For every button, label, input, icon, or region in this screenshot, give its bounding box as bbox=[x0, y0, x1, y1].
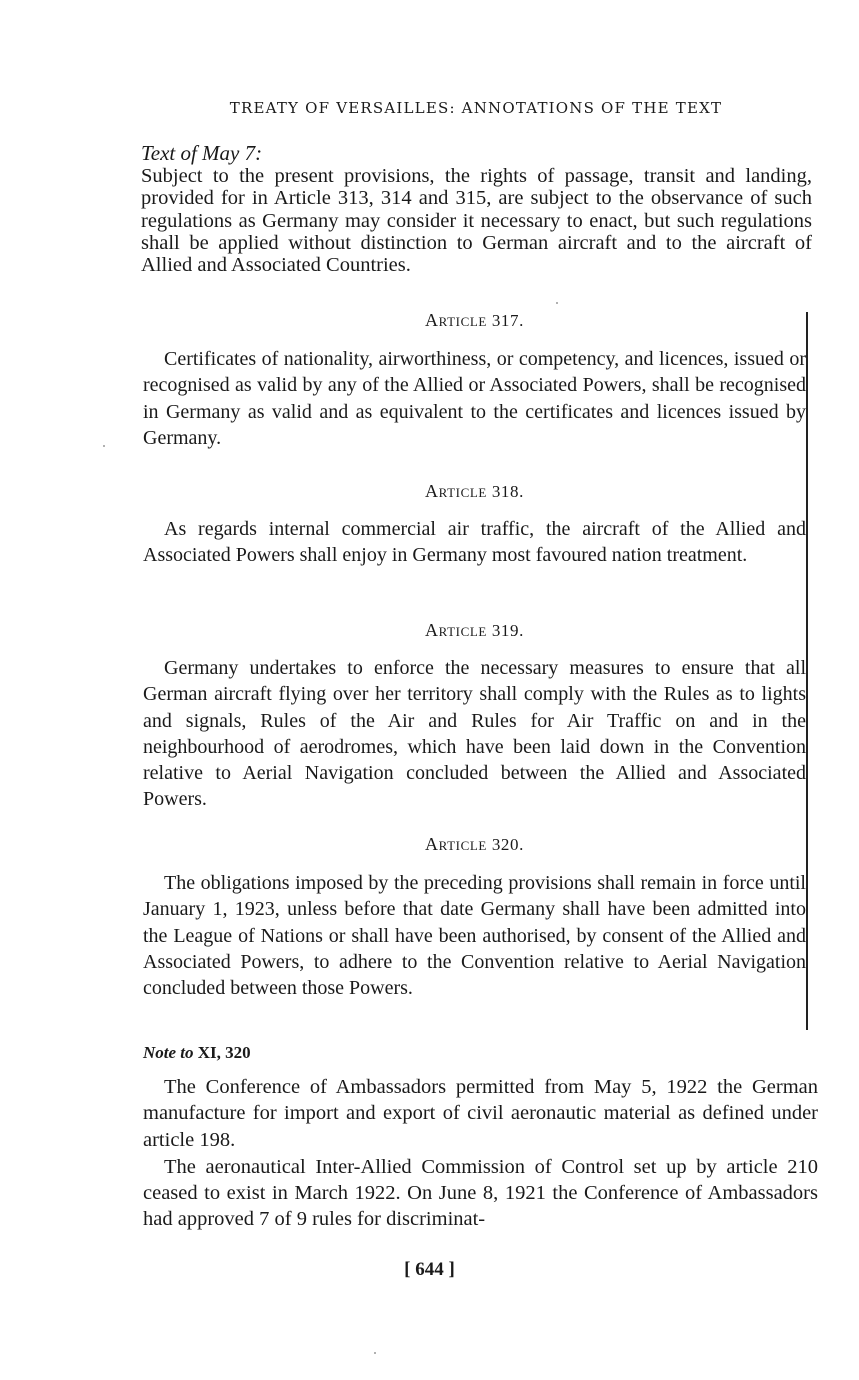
article-317-heading bbox=[143, 309, 806, 332]
scan-speck bbox=[103, 445, 105, 447]
article-heading-number: 318. bbox=[491, 482, 524, 501]
article-heading-word: Article bbox=[425, 481, 487, 501]
article-paragraph: The obligations imposed by the preceding provisions shall remain in force until January 1, 1923, unless before that date Germany shall have been admitted into the League of Nations or shall have been authorised, by consent of the Allied and Associated Powers, to adhere to the Convention relative to Aerial Navigation concluded between those Powers. bbox=[143, 872, 806, 1000]
article-heading-word: Article bbox=[425, 620, 487, 640]
article-paragraph: As regards internal commercial air traffic, the aircraft of the Allied and Associated Powers shall enjoy in Germany most favoured nation treatment. bbox=[143, 518, 806, 567]
note-heading-prefix: Note to bbox=[143, 1043, 194, 1062]
article-318-body bbox=[143, 516, 806, 569]
article-heading-number: 317. bbox=[491, 311, 524, 330]
article-318-heading bbox=[143, 480, 806, 503]
text-of-may-block bbox=[141, 142, 812, 276]
page-number: [ 644 ] bbox=[404, 1259, 455, 1280]
article-paragraph: Germany undertakes to enforce the necessary measures to ensure that all German aircraft flying over her territory shall comply with the Rules as to lights and signals, Rules of the Air and Rules for Air Traffic on and in the neighbourhood of aerodromes, which have been laid down in the Convention relative to Aerial Navigation concluded between the Allied and Associated Powers. bbox=[143, 657, 806, 811]
running-head: TREATY OF VERSAILLES: ANNOTATIONS OF THE TEXT bbox=[229, 99, 723, 117]
article-heading-word: Article bbox=[425, 310, 487, 330]
article-320-heading bbox=[143, 833, 806, 856]
article-320-body bbox=[143, 870, 806, 1001]
note-paragraph: The aeronautical Inter-Allied Commission of Control set up by article 210 ceased to exist in March 1922. On June 8, 1921 the Conference of Ambassadors had approved 7 of 9 rules for discriminat- bbox=[143, 1155, 818, 1231]
scan-speck bbox=[374, 1352, 376, 1354]
scan-speck bbox=[556, 302, 558, 304]
article-paragraph: Certificates of nationality, airworthiness, or competency, and licences, issued or recognised as valid by any of the Allied or Associated Powers, shall be recognised in Germany as valid and as equivalent to the certificates and licences issued by Germany. bbox=[143, 348, 806, 449]
article-317-body bbox=[143, 346, 806, 451]
article-heading-number: 320. bbox=[491, 835, 524, 854]
text-of-may-label: Text of May 7: bbox=[141, 141, 263, 165]
margin-rule bbox=[806, 312, 808, 1030]
article-heading-number: 319. bbox=[491, 621, 524, 640]
article-heading-word: Article bbox=[425, 834, 487, 854]
note-heading-ref: XI, 320 bbox=[197, 1043, 251, 1062]
note-paragraph: The Conference of Ambassadors permitted from May 5, 1922 the German manufacture for import and export of civil aeronautic material as defined under article 198. bbox=[143, 1076, 818, 1151]
note-body bbox=[143, 1074, 818, 1233]
text-of-may-body: Subject to the present provisions, the rights of passage, transit and landing, provided for in Article 313, 314 and 315, are subject to the observance of such regulations as Germany may consider it necessary to enact, but such regulations shall be applied without distinction to German aircraft and to the aircraft of Allied and Associated Countries. bbox=[141, 165, 812, 277]
article-319-body bbox=[143, 655, 806, 813]
note-heading bbox=[143, 1042, 251, 1064]
article-319-heading bbox=[143, 619, 806, 642]
